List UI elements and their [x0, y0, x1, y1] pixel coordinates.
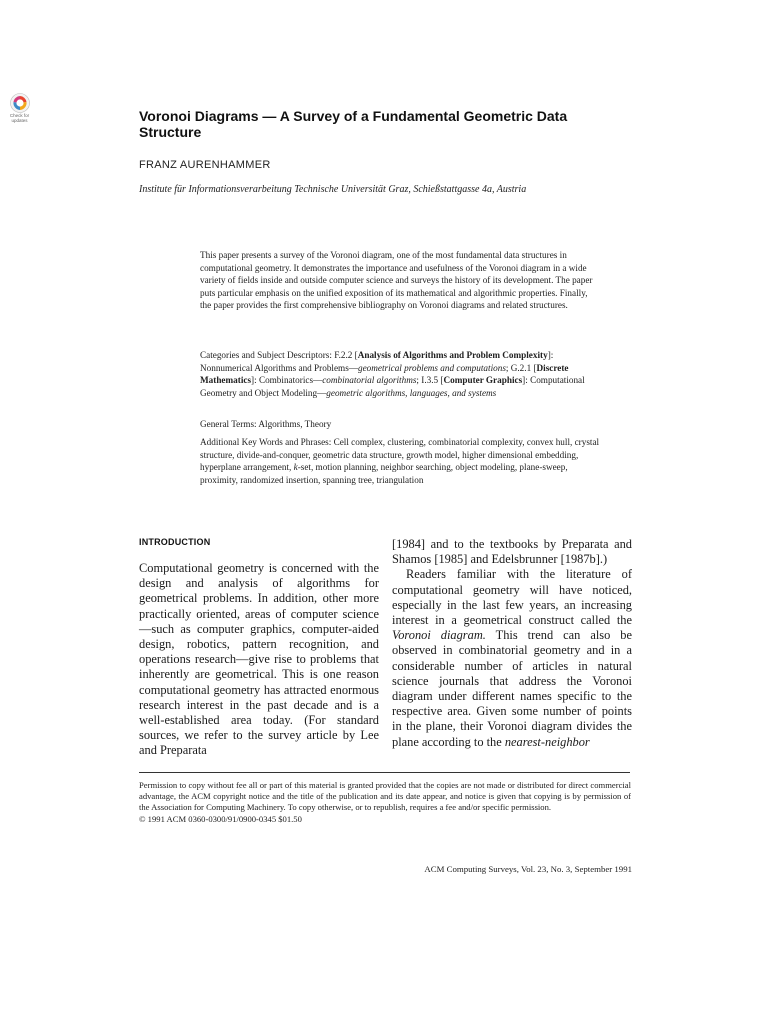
cat-italic: geometric algorithms, languages, and systems [326, 387, 497, 398]
subject-descriptors [200, 349, 600, 399]
paper-title: Voronoi Diagrams — A Survey of a Fundamental Geometric Data Structure [139, 108, 568, 140]
permission-notice: Permission to copy without fee all or part of this material is granted provided that the copies are not made or distributed for direct commercial advantage, the ACM copyright notice and the title of the publication and its date appear, and notice is given that copying is by permission of the Association for Computing Machinery. To copy otherwise, or to republish, requires a fee and/or specific permission. [139, 780, 631, 813]
check-for-updates-badge[interactable] [6, 93, 33, 123]
body-paragraph [392, 567, 632, 749]
badge-label: Check for updates [9, 113, 30, 123]
cat-bold: Analysis of Algorithms and Problem Complexity [357, 350, 548, 360]
keywords-text: -set, motion planning, neighbor searching, object modeling, plane-sweep, proximity, randomized insertion, spanning tree, triangulation [200, 462, 568, 485]
body-paragraph: Computational geometry is concerned with the design and analysis of algorithms for geometrical problems. In addition, other more practically oriented, areas of computer science—such as computer graphics, computer-aided design, robotics, pattern recognition, and operations research—give rise to problems that inherently are geometrical. This is one reason computational geometry has attracted enormous research interest in the past decade and is a well-established area today. (For standard sources, we refer to the survey article by Lee and Preparata [139, 561, 379, 758]
crossmark-icon [10, 93, 30, 113]
body-text: Readers familiar with the literature of computational geometry will have noticed, especially in the last few years, an increasing interest in a geometrical construct called the [392, 567, 632, 628]
general-terms-text: General Terms: Algorithms, Theory [200, 419, 332, 429]
author-name: FRANZ AURENHAMMER [139, 159, 271, 171]
section-heading: INTRODUCTION [139, 537, 211, 547]
cat-italic: combinatorial algorithms [322, 375, 417, 386]
left-column [139, 561, 379, 759]
cat-text: ; G.2.1 [ [505, 362, 537, 373]
cat-bold: Computer Graphics [443, 375, 523, 386]
cat-text: ]: Combinatorics— [251, 375, 323, 386]
keywords-text: Additional Key Words and Phrases: Cell complex, clustering, combinatorial complexity, convex hull, crystal structure, divide-and-conquer, geometric data structure, growth model, higher dimensional embedding, hyperplane arrangement, [200, 437, 600, 473]
footnote-rule [139, 772, 630, 773]
journal-citation: ACM Computing Surveys, Vol. 23, No. 3, September 1991 [424, 864, 632, 874]
cat-text: ]: Nonnumerical Algorithms and Problems— [200, 350, 554, 373]
cat-bold: Discrete Mathematics [200, 362, 569, 386]
body-italic: Voronoi diagram. [392, 628, 486, 643]
abstract [200, 249, 600, 312]
keywords-italic: k [293, 462, 298, 473]
cat-text: ]: Computational Geometry and Object Modeling— [200, 375, 585, 398]
abstract-text: This paper presents a survey of the Voronoi diagram, one of the most fundamental data structures in computational geometry. It demonstrates the importance and usefulness of the Voronoi diagram in a wide variety of fields inside and outside computer science and surveys the history of its development. The paper puts particular emphasis on the unified exposition of its mathematical and algorithmic properties. Finally, the paper provides the first comprehensive bibliography on Voronoi diagrams and related structures. [200, 250, 593, 311]
copyright-line: © 1991 ACM 0360-0300/91/0900-0345 $01.50 [139, 813, 302, 824]
affiliation: Institute für Informationsverarbeitung Technische Universität Graz, Schießstattgasse 4a, Austria [139, 184, 527, 195]
right-column [392, 537, 632, 750]
body-text: This trend can also be observed in combinatorial geometry and in a considerable number of articles in natural science journals that address the Voronoi diagram under different names specific to the respective area. Given some number of points in the plane, their Voronoi diagram divides the plane according to the [392, 628, 632, 749]
cat-text: ; I.3.5 [ [416, 375, 444, 386]
cat-text: Categories and Subject Descriptors: F.2.2 [ [200, 350, 358, 360]
body-italic: nearest-neighbor [504, 734, 590, 749]
body-paragraph: [1984] and to the textbooks by Preparata and Shamos [1985] and Edelsbrunner [1987b].) [392, 537, 632, 567]
keywords [200, 436, 600, 486]
footnote [139, 780, 631, 825]
cat-italic: geometrical problems and computations [357, 362, 506, 373]
general-terms [200, 418, 600, 431]
